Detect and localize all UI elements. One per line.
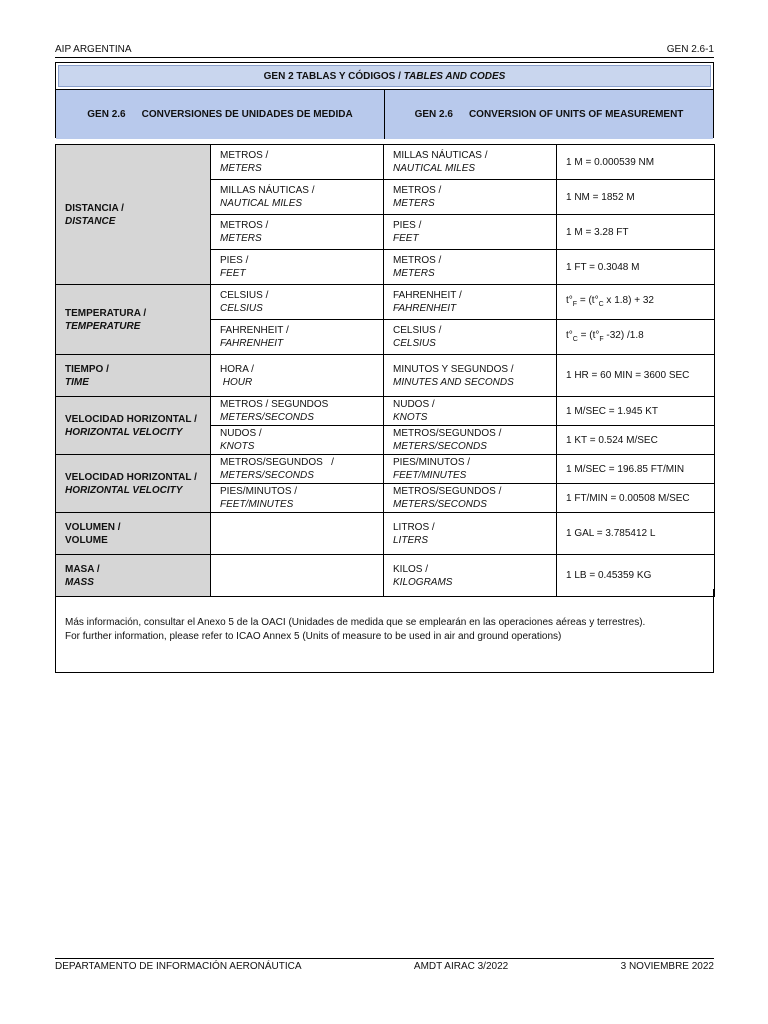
footer-left: DEPARTAMENTO DE INFORMACIÓN AERONÁUTICA [55,961,302,972]
from-unit: MILLAS NÁUTICAS / NAUTICAL MILES [211,180,384,215]
conversion-table [55,144,715,597]
to-unit: PIES / FEET [384,215,557,250]
subtitle-es [56,90,384,139]
to-unit: MINUTOS Y SEGUNDOS / MINUTES AND SECONDS [384,355,557,397]
category-temperature: TEMPERATURA / TEMPERATURE [56,285,211,355]
conversion-result: 1 M = 3.28 FT [557,215,715,250]
from-unit [211,513,384,555]
subtitle-es-text: CONVERSIONES DE UNIDADES DE MEDIDA [141,109,353,120]
from-unit: CELSIUS / CELSIUS [211,285,384,320]
table-row [56,355,715,397]
category-volume: VOLUMEN / VOLUME [56,513,211,555]
note-en: For further information, please refer to ICAO Annex 5 (Units of measure to be used in air and ground operations) [65,631,562,642]
footer-center: AMDT AIRAC 3/2022 [413,961,509,972]
page-footer [55,958,714,972]
from-unit: METROS / SEGUNDOS METERS/SECONDS [211,397,384,426]
header-right: GEN 2.6-1 [666,44,714,55]
conversion-result: 1 LB = 0.45359 KG [557,555,715,597]
table-row [56,145,715,180]
note-es: Más información, consultar el Anexo 5 de la OACI (Unidades de medida que se emplearán en las operaciones aéreas y terrestres). [65,617,646,628]
from-unit: METROS / METERS [211,145,384,180]
from-unit: HORA / HOUR [211,355,384,397]
table-row [56,397,715,426]
conversion-result: 1 FT/MIN = 0.00508 M/SEC [557,484,715,513]
conversion-result: 1 M = 0.000539 NM [557,145,715,180]
reference-note [55,589,714,673]
table-row [56,513,715,555]
from-unit: PIES/MINUTOS / FEET/MINUTES [211,484,384,513]
conversion-result: 1 HR = 60 MIN = 3600 SEC [557,355,715,397]
conversion-result: 1 NM = 1852 M [557,180,715,215]
section-title-en: TABLES AND CODES [403,70,506,82]
to-unit: METROS/SEGUNDOS / METERS/SECONDS [384,426,557,455]
from-unit: METROS / METERS [211,215,384,250]
subtitle-en-text: CONVERSION OF UNITS OF MEASUREMENT [468,109,684,120]
to-unit: FAHRENHEIT / FAHRENHEIT [384,285,557,320]
category-time: TIEMPO / TIME [56,355,211,397]
title-box [55,62,714,138]
conversion-result: 1 KT = 0.524 M/SEC [557,426,715,455]
to-unit: MILLAS NÁUTICAS / NAUTICAL MILES [384,145,557,180]
from-unit: PIES / FEET [211,250,384,285]
table-row [56,455,715,484]
to-unit: METROS / METERS [384,250,557,285]
conversion-formula: $t^\circ_F = (t^\circ_C$ x 1.8) + 32 [557,285,715,320]
category-velocity: VELOCIDAD HORIZONTAL / HORIZONTAL VELOCITY [56,397,211,455]
page-header [55,44,714,58]
to-unit: NUDOS / KNOTS [384,397,557,426]
to-unit: KILOS / KILOGRAMS [384,555,557,597]
to-unit: PIES/MINUTOS / FEET/MINUTES [384,455,557,484]
category-velocity: VELOCIDAD HORIZONTAL / HORIZONTAL VELOCITY [56,455,211,513]
subtitle-en-code: GEN 2.6 [414,109,453,120]
subtitle-en [384,90,713,139]
subtitle-es-code: GEN 2.6 [87,109,126,120]
to-unit: METROS / METERS [384,180,557,215]
header-left: AIP ARGENTINA [55,44,132,55]
section-title-es: GEN 2 TABLAS Y CÓDIGOS / [263,70,401,82]
from-unit: METROS/SEGUNDOS / METERS/SECONDS [211,455,384,484]
conversion-formula: $t^\circ_C = (t^\circ_F$ -32) /1.8 [557,320,715,355]
conversion-result: 1 GAL = 3.785412 L [557,513,715,555]
category-mass: MASA / MASS [56,555,211,597]
table-row [56,285,715,320]
conversion-result: 1 M/SEC = 1.945 KT [557,397,715,426]
category-distance: DISTANCIA / DISTANCE [56,145,211,285]
conversion-result: 1 M/SEC = 196.85 FT/MIN [557,455,715,484]
footer-right: 3 NOVIEMBRE 2022 [620,961,714,972]
to-unit: LITROS / LITERS [384,513,557,555]
conversion-result: 1 FT = 0.3048 M [557,250,715,285]
from-unit: NUDOS / KNOTS [211,426,384,455]
to-unit: CELSIUS / CELSIUS [384,320,557,355]
to-unit: METROS/SEGUNDOS / METERS/SECONDS [384,484,557,513]
from-unit: FAHRENHEIT / FAHRENHEIT [211,320,384,355]
section-title [56,63,713,90]
